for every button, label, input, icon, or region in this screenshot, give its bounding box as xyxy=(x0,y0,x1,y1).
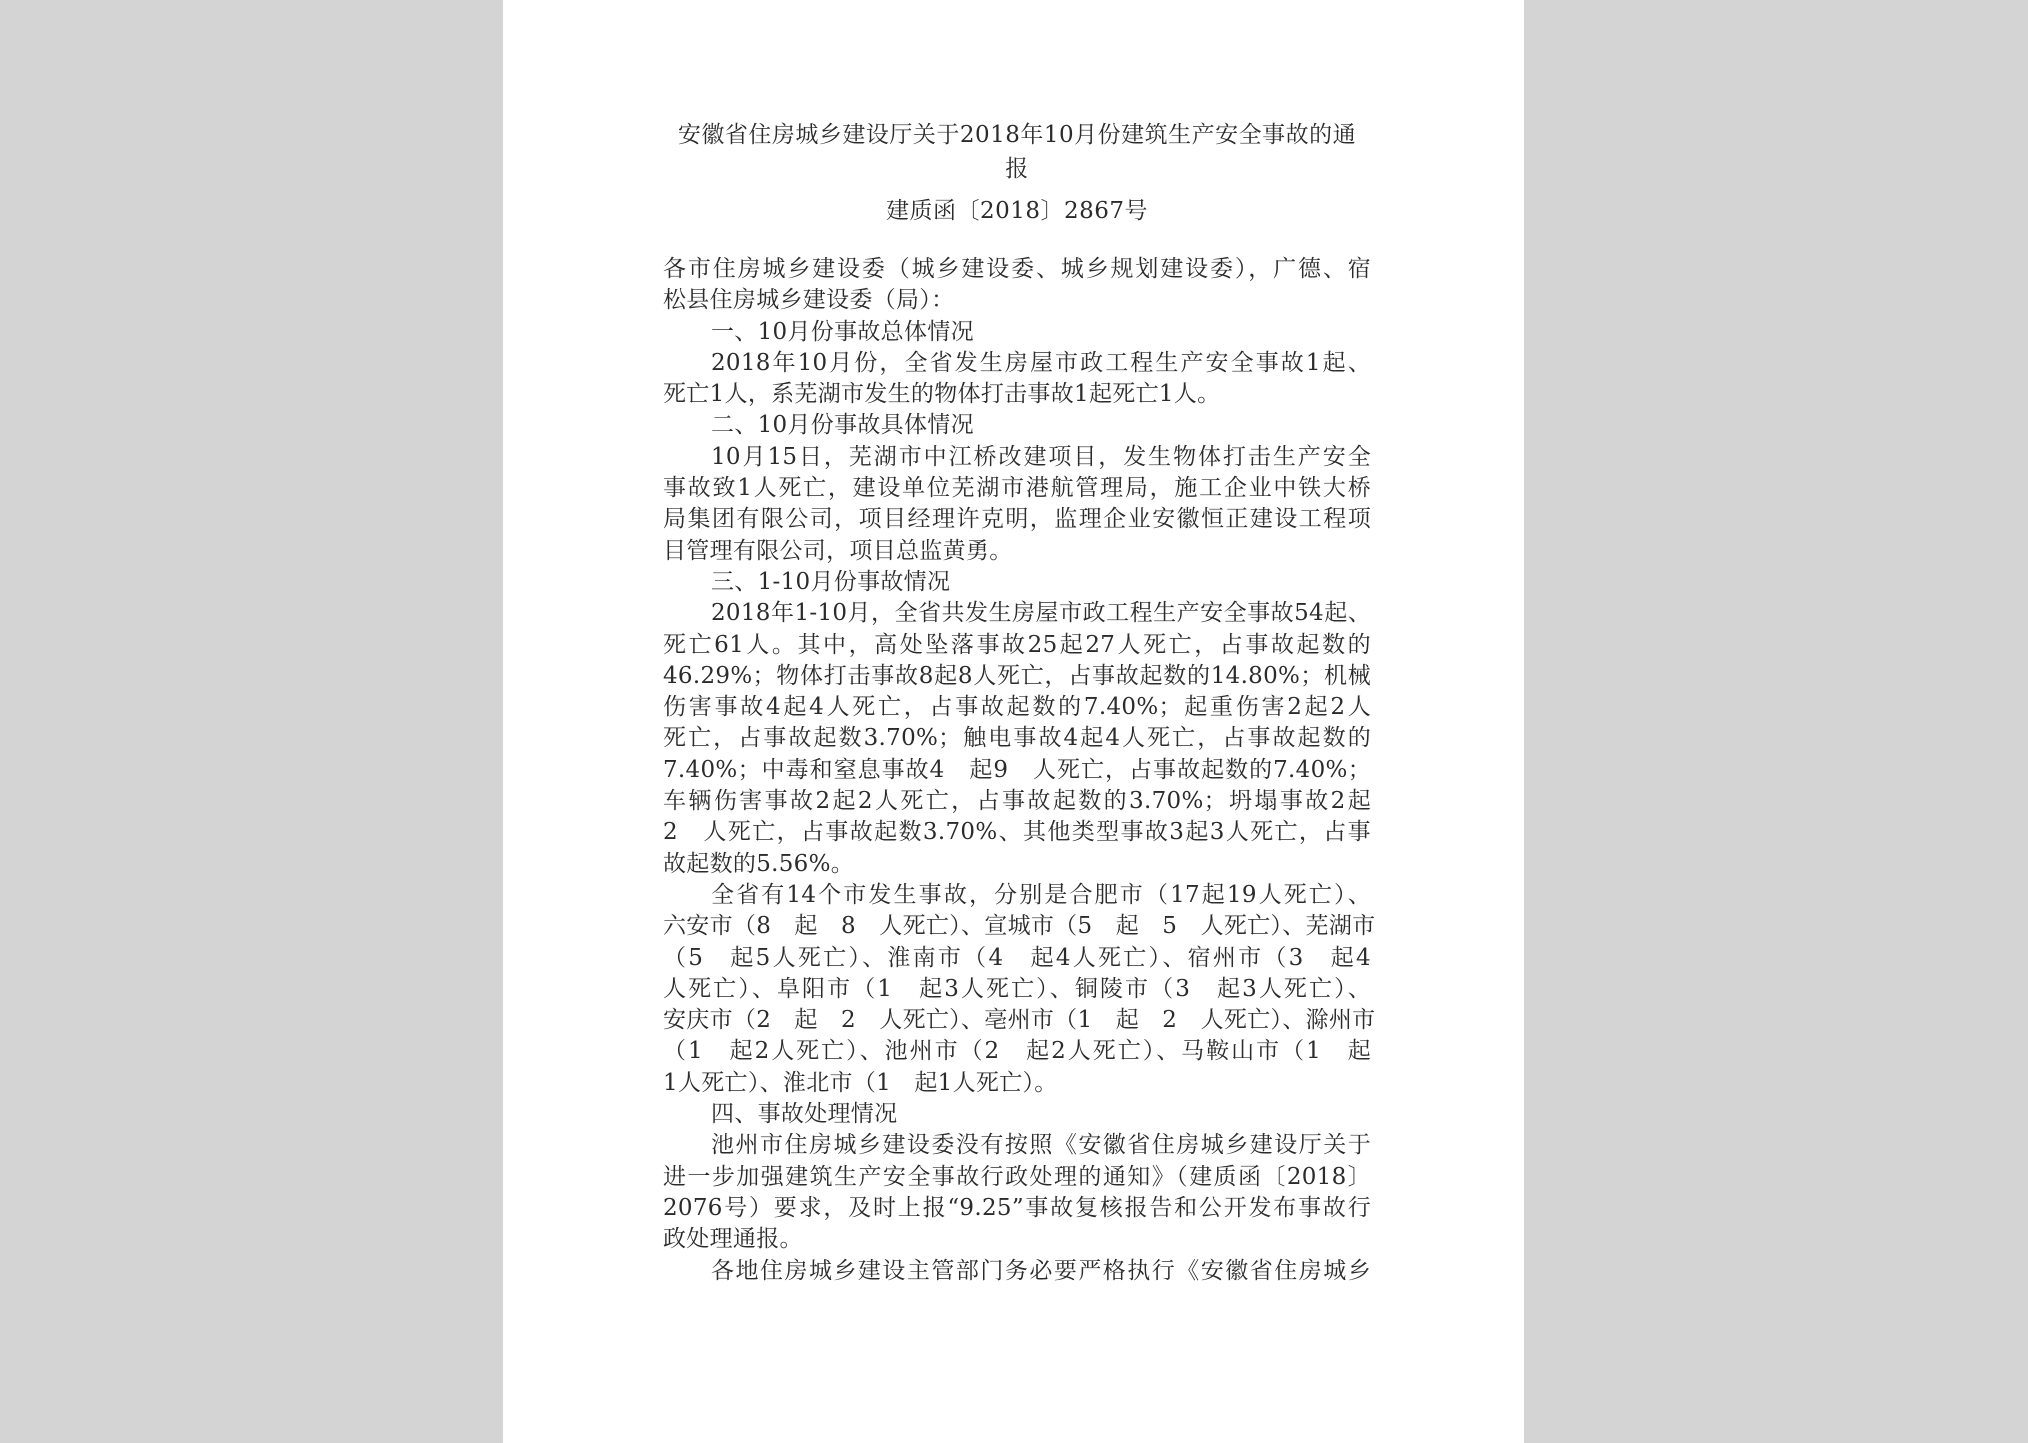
body-line: 1人死亡）、淮北市（1 起1人死亡）。 xyxy=(663,1069,1058,1096)
body-line: 安庆市（2 起 2 人死亡）、亳州市（1 起 2 人死亡）、滁州市 xyxy=(663,1007,1376,1034)
title-line: 安徽省住房城乡建设厅关于2018年10月份建筑生产安全事故的通 xyxy=(677,122,1357,148)
body-line: 死亡1人，系芜湖市发生的物体打击事故1起死亡1人。 xyxy=(663,381,1221,408)
body-line: （5 起5人死亡）、淮南市（4 起4人死亡）、宿州市（3 起4 xyxy=(663,944,1371,971)
body-line: 三、1-10月份事故情况 xyxy=(711,568,951,595)
body-line: 局集团有限公司，项目经理许克明，监理企业安徽恒正建设工程项 xyxy=(663,506,1371,533)
body-line: 目管理有限公司，项目总监黄勇。 xyxy=(663,537,1013,564)
body-line: 2076号）要求，及时上报“9.25”事故复核报告和公开发布事故行 xyxy=(663,1194,1371,1221)
body-line: 死亡61人。其中，高处坠落事故25起27人死亡，占事故起数的 xyxy=(663,631,1371,658)
title-line: 报 xyxy=(1005,156,1029,182)
body-line: 10月15日，芜湖市中江桥改建项目，发生物体打击生产安全 xyxy=(711,443,1371,470)
document-number: 建质函〔2018〕2867号 xyxy=(885,198,1149,224)
body-line: 二、10月份事故具体情况 xyxy=(711,412,974,439)
body-line: 2 人死亡，占事故起数3.70%、其他类型事故3起3人死亡，占事 xyxy=(663,819,1371,846)
document-title xyxy=(663,118,1371,186)
body-line: 车辆伤害事故2起2人死亡，占事故起数的3.70%；坍塌事故2起 xyxy=(663,788,1371,815)
body-line: 7.40%；中毒和窒息事故4 起9 人死亡，占事故起数的7.40%； xyxy=(663,756,1371,783)
body-line: 进一步加强建筑生产安全事故行政处理的通知》（建质函〔2018〕 xyxy=(663,1163,1371,1190)
body-line: 各地住房城乡建设主管部门务必要严格执行《安徽省住房城乡 xyxy=(711,1257,1371,1284)
body-line: 四、事故处理情况 xyxy=(711,1101,898,1128)
body-line: 2018年1-10月，全省共发生房屋市政工程生产安全事故54起、 xyxy=(711,600,1371,627)
body-line: 松县住房城乡建设委（局）： xyxy=(663,287,955,314)
body-line: 人死亡）、阜阳市（1 起3人死亡）、铜陵市（3 起3人死亡）、 xyxy=(663,975,1371,1002)
document-body xyxy=(663,254,1376,1287)
body-line: （1 起2人死亡）、池州市（2 起2人死亡）、马鞍山市（1 起 xyxy=(663,1038,1371,1065)
body-line: 故起数的5.56%。 xyxy=(663,850,855,877)
body-line: 46.29%；物体打击事故8起8人死亡，占事故起数的14.80%；机械 xyxy=(663,662,1371,689)
body-line: 伤害事故4起4人死亡，占事故起数的7.40%；起重伤害2起2人 xyxy=(663,694,1371,721)
body-line: 池州市住房城乡建设委没有按照《安徽省住房城乡建设厅关于 xyxy=(711,1132,1371,1159)
body-line: 死亡，占事故起数3.70%；触电事故4起4人死亡，占事故起数的 xyxy=(663,725,1371,752)
body-line: 政处理通报。 xyxy=(663,1226,803,1253)
body-line: 各市住房城乡建设委（城乡建设委、城乡规划建设委），广德、宿 xyxy=(663,256,1371,282)
body-line: 2018年10月份，全省发生房屋市政工程生产安全事故1起、 xyxy=(711,349,1371,376)
document-content xyxy=(663,118,1376,1287)
body-line: 一、10月份事故总体情况 xyxy=(711,318,974,345)
body-line: 全省有14个市发生事故，分别是合肥市（17起19人死亡）、 xyxy=(711,881,1371,908)
body-line: 事故致1人死亡，建设单位芜湖市港航管理局，施工企业中铁大桥 xyxy=(663,475,1371,502)
document-page xyxy=(503,0,1524,1443)
body-line: 六安市（8 起 8 人死亡）、宣城市（5 起 5 人死亡）、芜湖市 xyxy=(663,913,1376,940)
